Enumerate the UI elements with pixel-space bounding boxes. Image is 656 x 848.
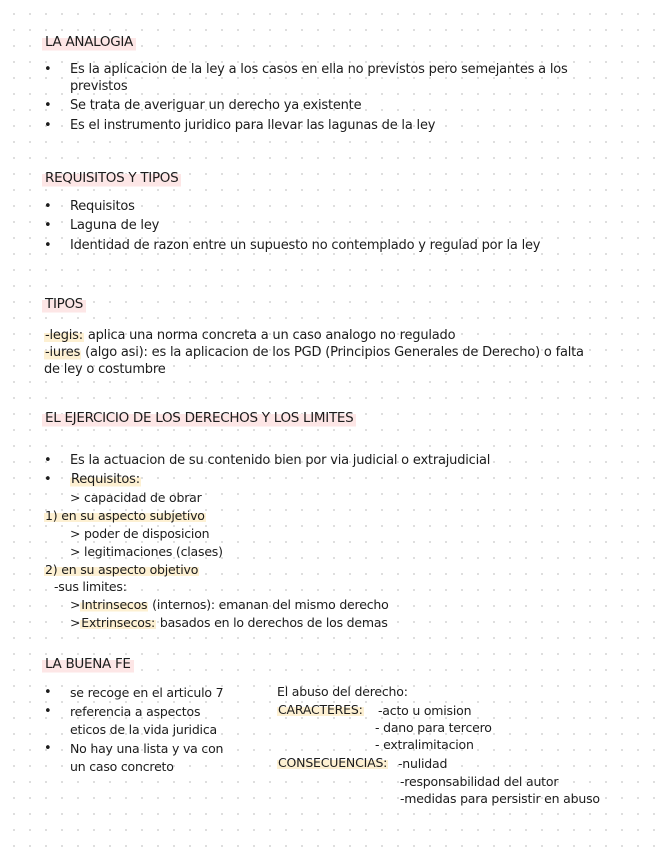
list-item-continuation: eticos de la vida juridica xyxy=(70,722,217,737)
limite-intrinseco xyxy=(70,596,389,614)
bullet-dot: • xyxy=(44,704,52,719)
list-item: Laguna de ley xyxy=(70,218,160,233)
list-item: se recoge en el articulo 7 xyxy=(70,685,224,700)
list-item-continuation: un caso concreto xyxy=(70,759,174,774)
consecuencias-label-text: CONSECUENCIAS: xyxy=(278,755,388,770)
bullet-dot: • xyxy=(44,218,52,233)
consecuencia-item: -medidas para persistir en abuso xyxy=(400,791,600,806)
tipo-iures xyxy=(44,344,584,362)
bullet-dot: • xyxy=(44,741,52,756)
tipo-iures-text: (algo asi): es la aplicacion de los PGD (Principios Generales de Derecho) o falta xyxy=(85,345,584,360)
aspecto-objetivo-label: 2) en su aspecto objetivo xyxy=(45,562,199,577)
bullet-dot: • xyxy=(44,98,52,113)
sub-item: > poder de disposicion xyxy=(70,526,210,541)
section-title-tipos: TIPOS xyxy=(42,294,86,314)
bullet-dot: • xyxy=(44,685,52,700)
caracter-item: - extralimitacion xyxy=(375,737,474,752)
limites-label: -sus limites: xyxy=(54,579,127,594)
section-title-analogia: LA ANALOGIA xyxy=(42,32,136,52)
caracter-item: -acto u omision xyxy=(378,703,472,718)
tipo-iures-label: -iures xyxy=(45,345,81,360)
list-item: Identidad de razon entre un supuesto no contemplado y regulad por la ley xyxy=(70,238,541,253)
bullet-dot: • xyxy=(44,238,52,253)
tipo-legis-text: aplica una norma concreta a un caso analogo no regulado xyxy=(87,328,456,343)
bullet-dot: • xyxy=(44,472,52,487)
abuso-title: El abuso del derecho: xyxy=(277,684,408,699)
caracteres-label xyxy=(277,701,364,719)
sub-marker: > xyxy=(70,597,81,612)
consecuencia-item: -nulidad xyxy=(398,756,448,771)
section-title-requisitos: REQUISITOS Y TIPOS xyxy=(42,168,181,188)
aspecto-subjetivo-label: 1) en su aspecto subjetivo xyxy=(45,508,205,523)
sub-item: > capacidad de obrar xyxy=(70,490,202,505)
list-item: Es el instrumento juridico para llevar las lagunas de la ley xyxy=(70,118,436,133)
list-item-continuation: previstos xyxy=(70,79,128,94)
list-item: Se trata de averiguar un derecho ya existente xyxy=(70,98,362,113)
list-item: referencia a aspectos xyxy=(70,704,201,719)
list-item: Requisitos xyxy=(70,199,135,214)
bullet-dot: • xyxy=(44,62,52,77)
tipo-legis-label: -legis: xyxy=(45,328,83,343)
numbered-item xyxy=(44,507,206,525)
numbered-item xyxy=(44,561,199,579)
intrinsecos-label: Intrinsecos xyxy=(81,597,148,612)
bullet-dot: • xyxy=(44,118,52,133)
extrinsecos-text: basados en lo derechos de los demas xyxy=(159,615,388,630)
list-item xyxy=(70,471,141,489)
section-title-ejercicio: EL EJERCICIO DE LOS DERECHOS Y LOS LIMITES xyxy=(42,408,356,428)
requisitos-label: Requisitos: xyxy=(71,472,140,487)
consecuencias-label xyxy=(277,754,388,772)
caracter-item: - dano para tercero xyxy=(375,720,492,735)
sub-marker: > xyxy=(70,615,81,630)
tipo-iures-continuation: de ley o costumbre xyxy=(44,362,166,377)
limite-extrinseco xyxy=(70,614,388,632)
list-item: Es la actuacion de su contenido bien por via judicial o extrajudicial xyxy=(70,453,491,468)
sub-item: > legitimaciones (clases) xyxy=(70,544,223,559)
bullet-dot: • xyxy=(44,199,52,214)
list-item: Es la aplicacion de la ley a los casos en ella no previstos pero semejantes a los xyxy=(70,62,568,77)
extrinsecos-label: Extrinsecos: xyxy=(81,615,156,630)
caracteres-label-text: CARACTERES: xyxy=(278,702,363,717)
section-title-buena-fe: LA BUENA FE xyxy=(42,654,134,674)
list-item: No hay una lista y va con xyxy=(70,741,224,756)
consecuencia-item: -responsabilidad del autor xyxy=(400,774,559,789)
intrinsecos-text: (internos): emanan del mismo derecho xyxy=(152,597,389,612)
tipo-legis xyxy=(44,327,455,345)
bullet-dot: • xyxy=(44,453,52,468)
